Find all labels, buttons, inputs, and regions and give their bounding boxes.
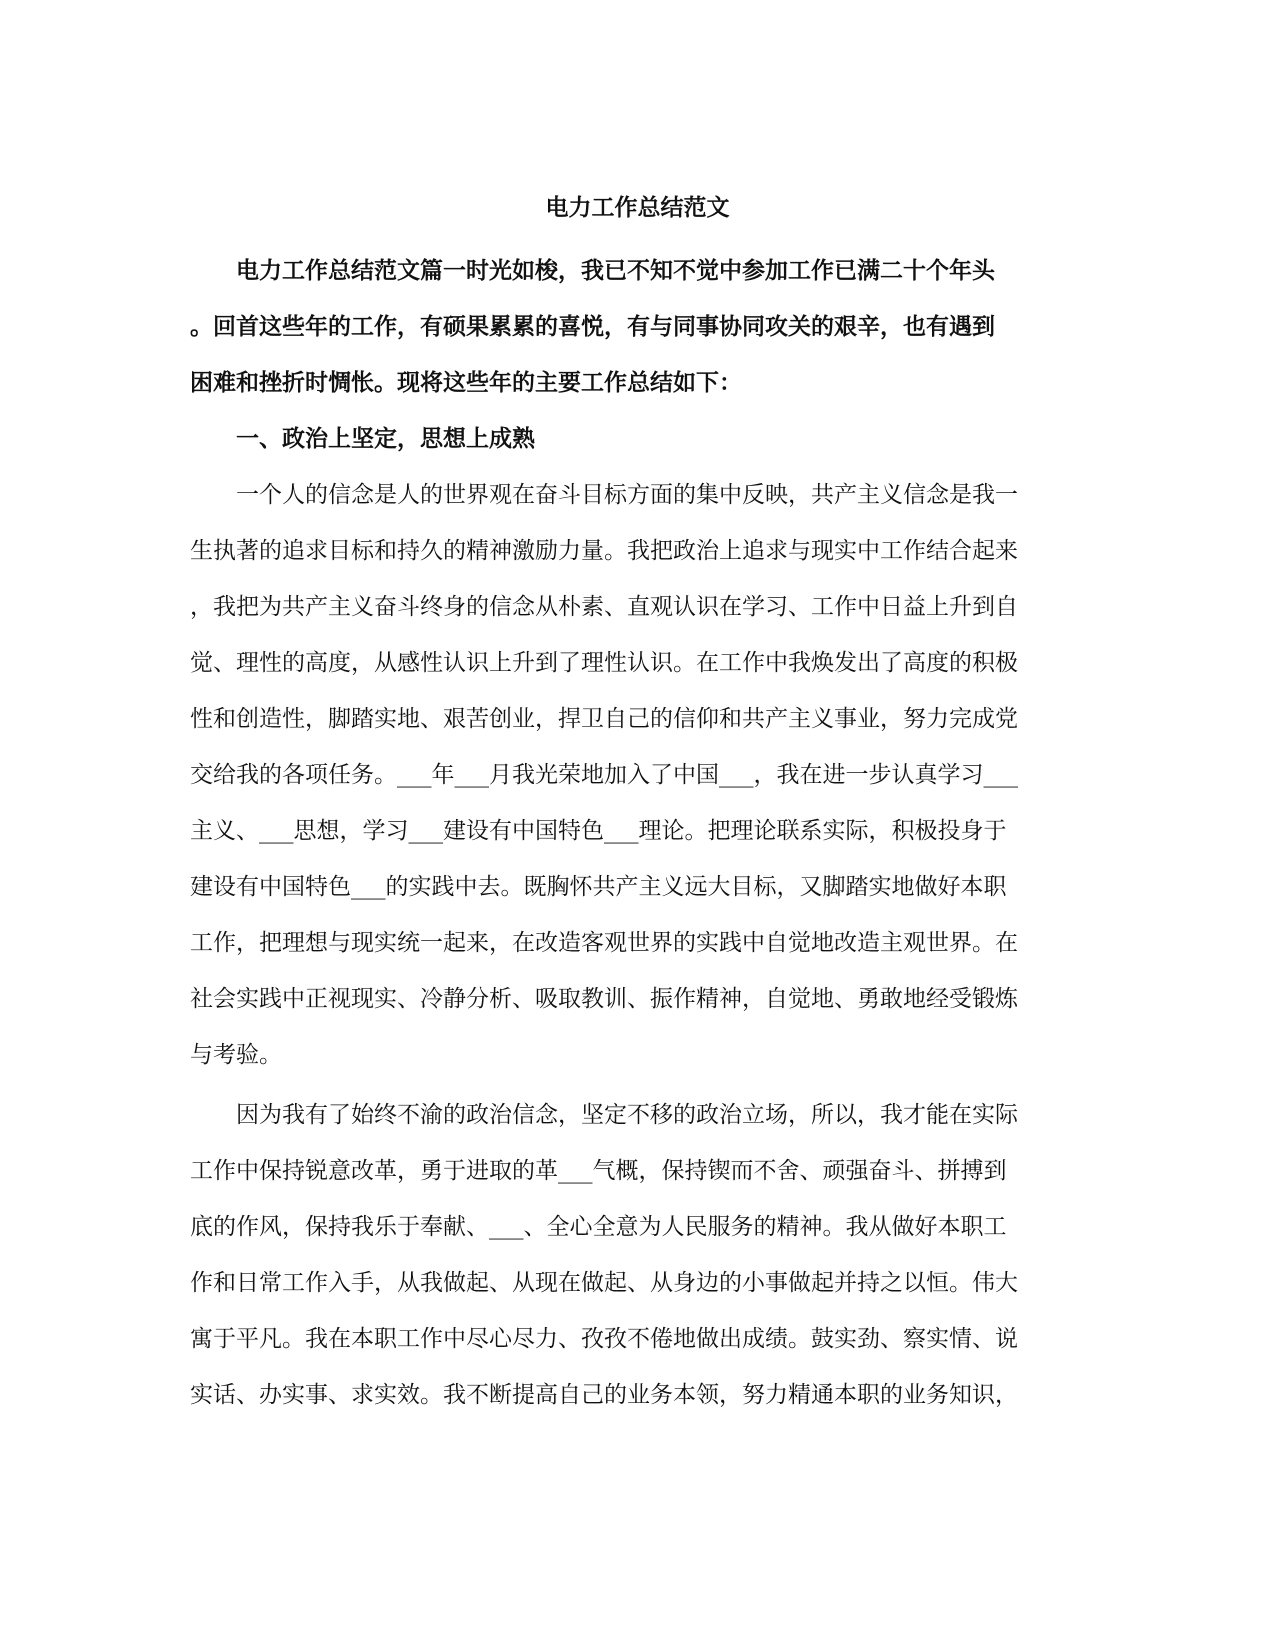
text-line: 电力工作总结范文篇一时光如梭，我已不知不觉中参加工作已满二十个年头 bbox=[190, 257, 995, 284]
text-line: 主义、___思想，学习___建设有中国特色___理论。把理论联系实际，积极投身于 bbox=[190, 818, 1007, 844]
text-line: 一个人的信念是人的世界观在奋斗目标方面的集中反映，共产主义信念是我一 bbox=[190, 482, 1018, 508]
text-line: 困难和挫折时惆怅。现将这些年的主要工作总结如下： bbox=[190, 369, 742, 396]
text-line: 建设有中国特色___的实践中去。既胸怀共产主义远大目标，又脚踏实地做好本职 bbox=[190, 874, 1007, 900]
text-line: 底的作风，保持我乐于奉献、___、全心全意为人民服务的精神。我从做好本职工 bbox=[190, 1214, 1007, 1240]
text-line: 与考验。 bbox=[190, 1042, 282, 1068]
text-line: 工作中保持锐意改革，勇于进取的革___气概，保持锲而不舍、顽强奋斗、拼搏到 bbox=[190, 1158, 1007, 1184]
text-line: 工作，把理想与现实统一起来，在改造客观世界的实践中自觉地改造主观世界。在 bbox=[190, 930, 1018, 956]
text-line: 寓于平凡。我在本职工作中尽心尽力、孜孜不倦地做出成绩。鼓实劲、察实情、说 bbox=[190, 1326, 1018, 1352]
document-title: 电力工作总结范文 bbox=[545, 194, 730, 221]
text-line: 作和日常工作入手，从我做起、从现在做起、从身边的小事做起并持之以恒。伟大 bbox=[190, 1270, 1018, 1296]
text-line: 因为我有了始终不渝的政治信念，坚定不移的政治立场，所以，我才能在实际 bbox=[190, 1102, 1018, 1128]
text-line: 性和创造性，脚踏实地、艰苦创业，捍卫自己的信仰和共产主义事业，努力完成党 bbox=[190, 706, 1018, 732]
text-line: 交给我的各项任务。___年___月我光荣地加入了中国___，我在进一步认真学习___ bbox=[190, 762, 1018, 788]
text-line: 实话、办实事、求实效。我不断提高自己的业务本领，努力精通本职的业务知识， bbox=[190, 1382, 1018, 1408]
text-line: 生执著的追求目标和持久的精神激励力量。我把政治上追求与现实中工作结合起来 bbox=[190, 538, 1018, 564]
text-line: 社会实践中正视现实、冷静分析、吸取教训、振作精神，自觉地、勇敢地经受锻炼 bbox=[190, 986, 1018, 1012]
text-line: 一、政治上坚定，思想上成熟 bbox=[190, 425, 535, 452]
text-line: 觉、理性的高度，从感性认识上升到了理性认识。在工作中我焕发出了高度的积极 bbox=[190, 650, 1018, 676]
text-line: ，我把为共产主义奋斗终身的信念从朴素、直观认识在学习、工作中日益上升到自 bbox=[190, 594, 1018, 620]
text-line: 。回首这些年的工作，有硕果累累的喜悦，有与同事协同攻关的艰辛，也有遇到 bbox=[190, 313, 995, 340]
